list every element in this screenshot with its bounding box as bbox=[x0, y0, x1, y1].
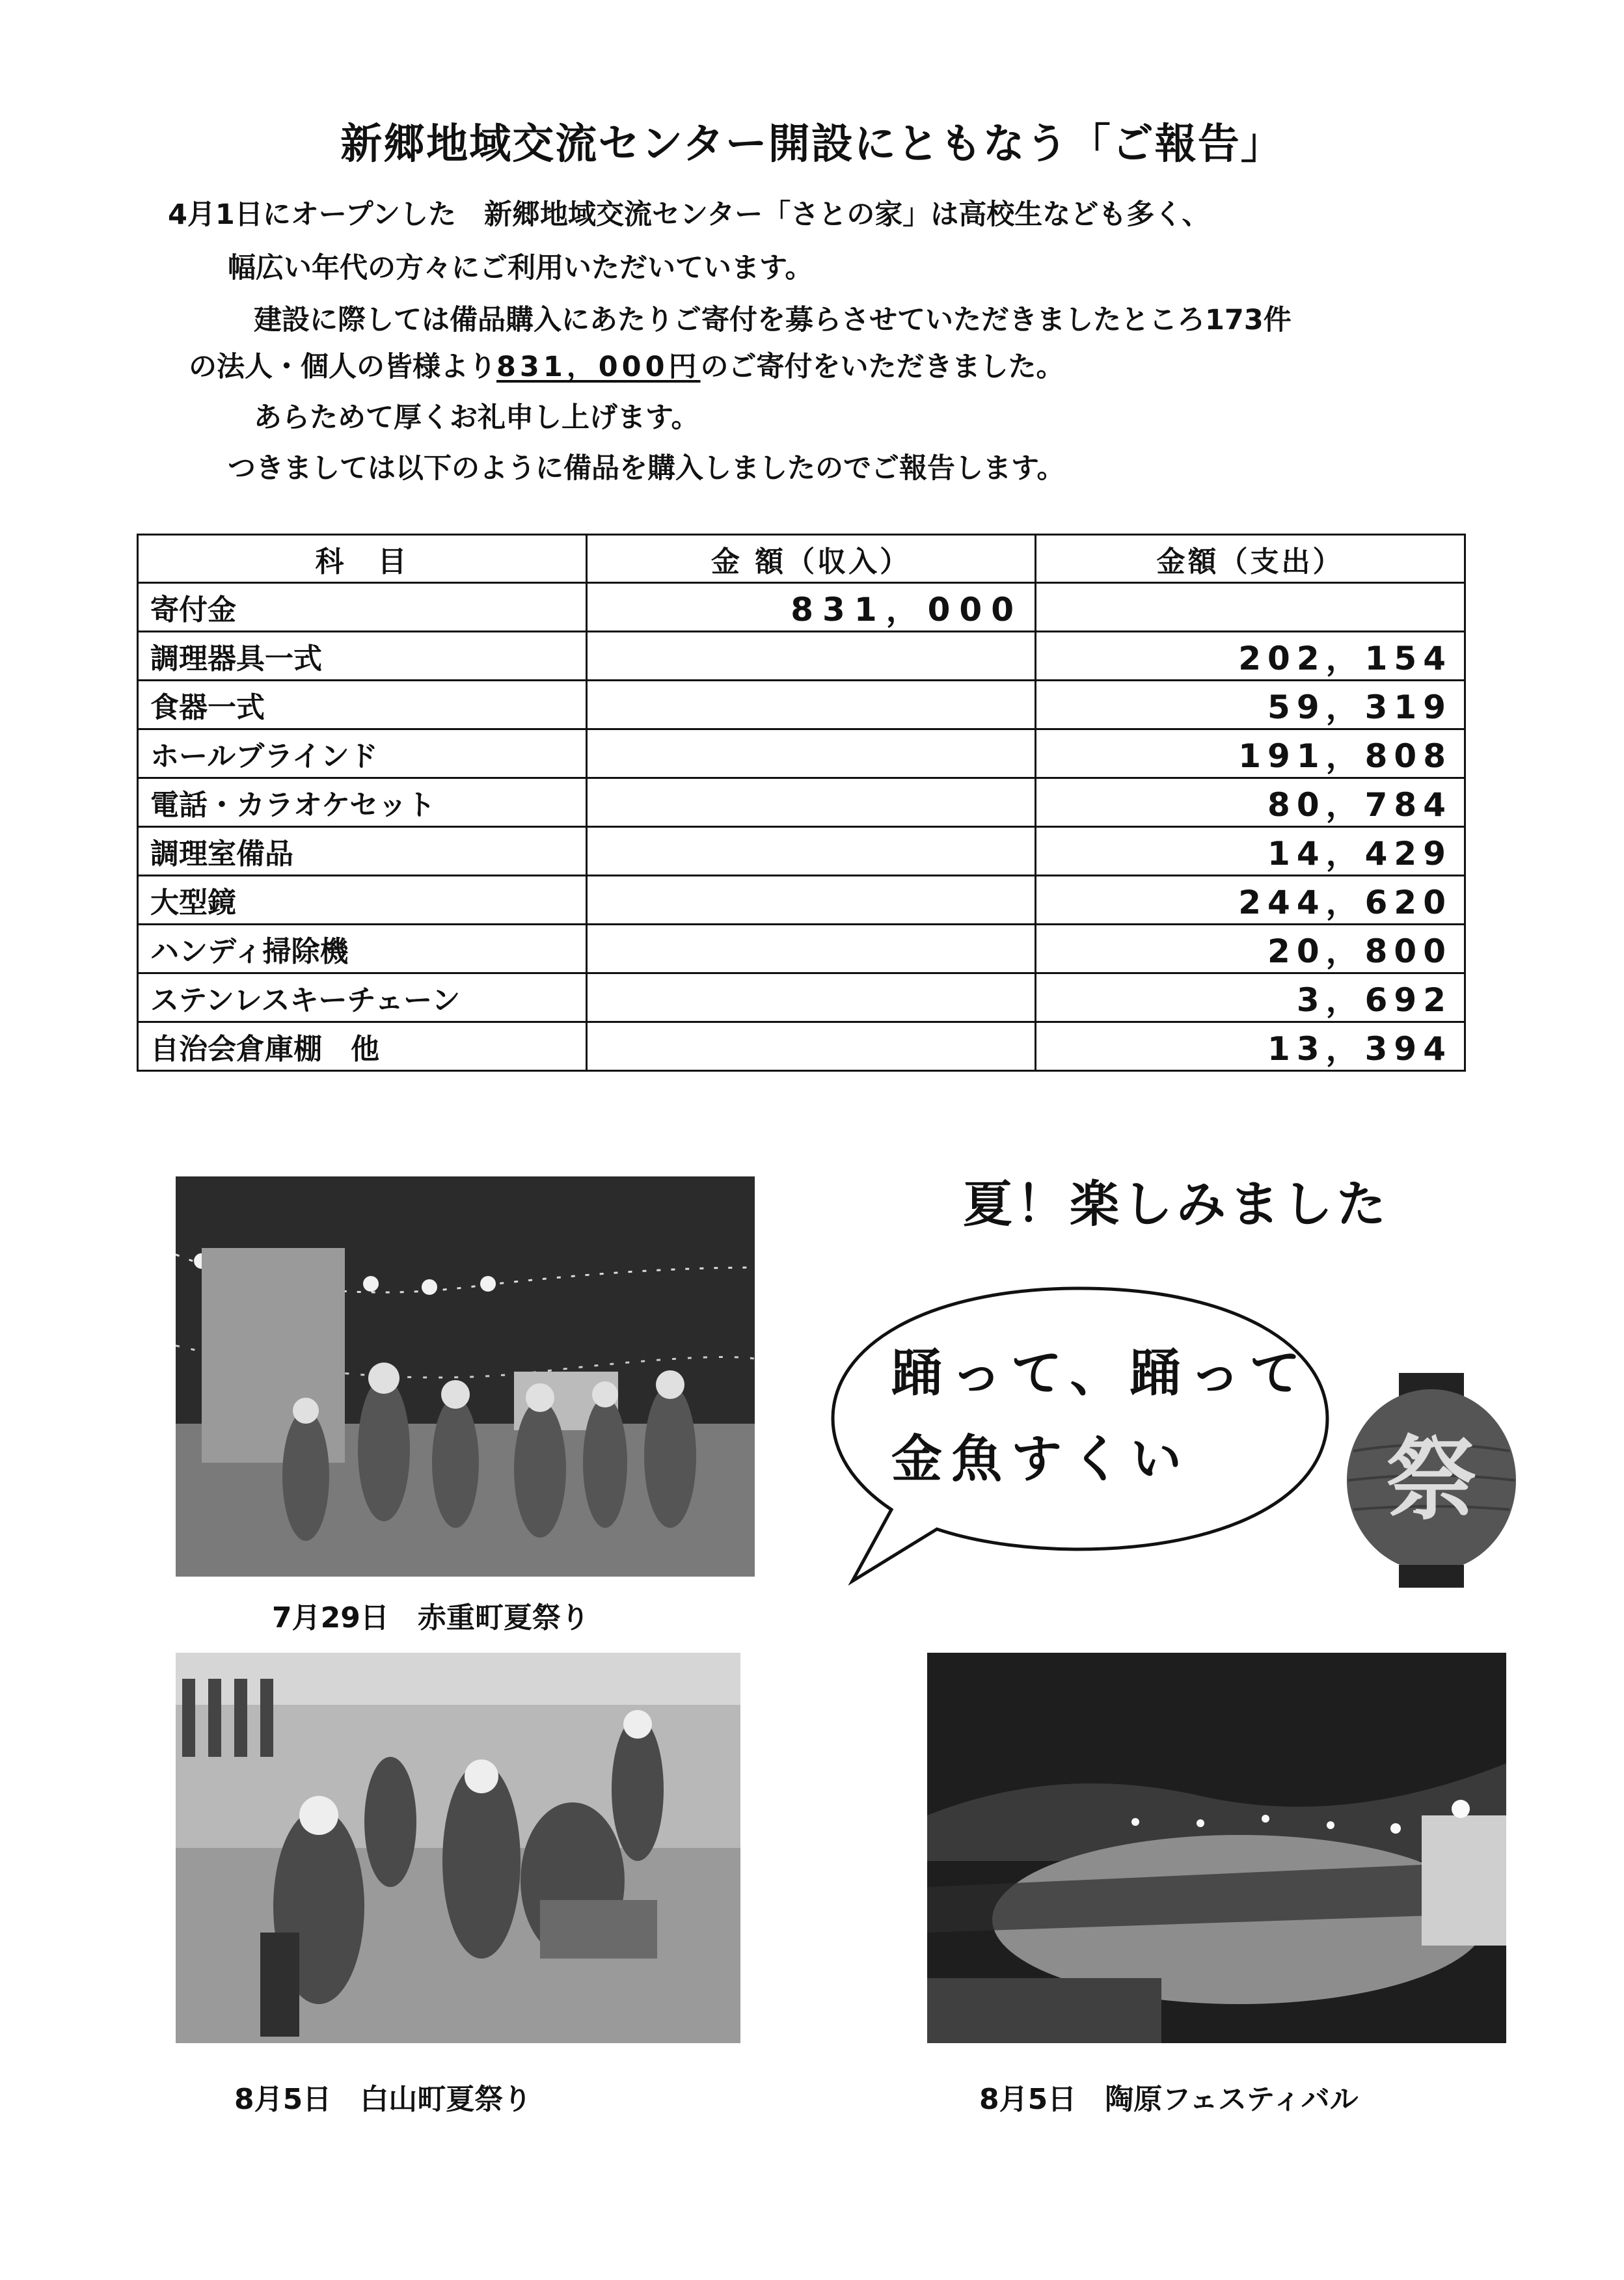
intro-line-2: 幅広い年代の方々にご利用いただいています。 bbox=[228, 252, 813, 284]
ledger-item: ステンレスキーチェーン bbox=[138, 973, 587, 1022]
ledger-item: 大型鏡 bbox=[138, 876, 587, 925]
ledger-expense: 3，692 bbox=[1036, 973, 1465, 1022]
bubble-line-2: 金魚すくい bbox=[891, 1430, 1191, 1489]
ledger-row bbox=[138, 583, 1465, 632]
ledger-row bbox=[138, 778, 1465, 827]
ledger-income bbox=[587, 729, 1036, 778]
ledger-body bbox=[138, 583, 1465, 1071]
ledger-item: 自治会倉庫棚 他 bbox=[138, 1022, 587, 1071]
ledger-income bbox=[587, 681, 1036, 729]
photo-hakusan-festival bbox=[176, 1653, 740, 2043]
lantern-character: 祭 bbox=[1385, 1427, 1477, 1533]
ledger-row bbox=[138, 681, 1465, 729]
ledger-row bbox=[138, 729, 1465, 778]
photo-suehara-festival bbox=[927, 1653, 1506, 2043]
ledger-row bbox=[138, 925, 1465, 973]
ledger-row bbox=[138, 632, 1465, 681]
caption-photo-3: 8月5日 陶原フェスティバル bbox=[979, 2083, 1359, 2116]
lantern-illustration bbox=[1340, 1373, 1522, 1588]
intro-line-4 bbox=[189, 345, 1064, 385]
header-item: 科 目 bbox=[138, 535, 587, 583]
bubble-line-1: 踊って、踊って bbox=[891, 1344, 1310, 1403]
intro-line-5: あらためて厚くお礼申し上げます。 bbox=[254, 401, 699, 434]
summer-heading: 夏！楽しみました bbox=[963, 1175, 1390, 1233]
ledger-expense bbox=[1036, 583, 1465, 632]
ledger-item: 電話・カラオケセット bbox=[138, 778, 587, 827]
ledger-row bbox=[138, 973, 1465, 1022]
ledger-income bbox=[587, 876, 1036, 925]
ledger-expense: 191，808 bbox=[1036, 729, 1465, 778]
ledger-expense: 20，800 bbox=[1036, 925, 1465, 973]
ledger-item: 寄付金 bbox=[138, 583, 587, 632]
ledger-expense: 14，429 bbox=[1036, 827, 1465, 876]
ledger-income bbox=[587, 1022, 1036, 1071]
ledger-expense: 244，620 bbox=[1036, 876, 1465, 925]
ledger-row bbox=[138, 827, 1465, 876]
ledger-header-row bbox=[138, 535, 1465, 583]
ledger-income bbox=[587, 925, 1036, 973]
ledger-table bbox=[137, 534, 1466, 1072]
intro-line-4-post: のご寄付をいただきました。 bbox=[700, 351, 1064, 383]
ledger-income bbox=[587, 632, 1036, 681]
ledger-income bbox=[587, 973, 1036, 1022]
ledger-row bbox=[138, 876, 1465, 925]
ledger-income bbox=[587, 827, 1036, 876]
ledger-expense: 59，319 bbox=[1036, 681, 1465, 729]
ledger-expense: 13，394 bbox=[1036, 1022, 1465, 1071]
ledger-item: 調理室備品 bbox=[138, 827, 587, 876]
ledger-item: 調理器具一式 bbox=[138, 632, 587, 681]
header-income: 金 額（収入） bbox=[587, 535, 1036, 583]
photo-akashige-festival bbox=[176, 1176, 755, 1577]
caption-photo-2: 8月5日 白山町夏祭り bbox=[234, 2083, 532, 2116]
header-expense: 金額（支出） bbox=[1036, 535, 1465, 583]
page-title: 新郷地域交流センター開設にともなう「ご報告」 bbox=[340, 120, 1284, 169]
intro-line-4-pre: の法人・個人の皆様より bbox=[189, 351, 496, 383]
intro-line-6: つきましては以下のように備品を購入しましたのでご報告します。 bbox=[228, 452, 1065, 485]
ledger-item: ホールブラインド bbox=[138, 729, 587, 778]
ledger-item: ハンディ掃除機 bbox=[138, 925, 587, 973]
intro-line-1: 4月1日にオープンした 新郷地域交流センター「さとの家」は高校生なども多く、 bbox=[168, 198, 1210, 231]
donation-amount: 831，000円 bbox=[496, 351, 701, 383]
ledger-row bbox=[138, 1022, 1465, 1071]
ledger-item: 食器一式 bbox=[138, 681, 587, 729]
ledger-income: 831，000 bbox=[587, 583, 1036, 632]
intro-line-3: 建設に際しては備品購入にあたりご寄付を募らさせていただきましたところ173件 bbox=[254, 304, 1292, 336]
ledger-income bbox=[587, 778, 1036, 827]
ledger-expense: 80，784 bbox=[1036, 778, 1465, 827]
caption-photo-1: 7月29日 赤重町夏祭り bbox=[272, 1601, 589, 1635]
ledger-expense: 202，154 bbox=[1036, 632, 1465, 681]
